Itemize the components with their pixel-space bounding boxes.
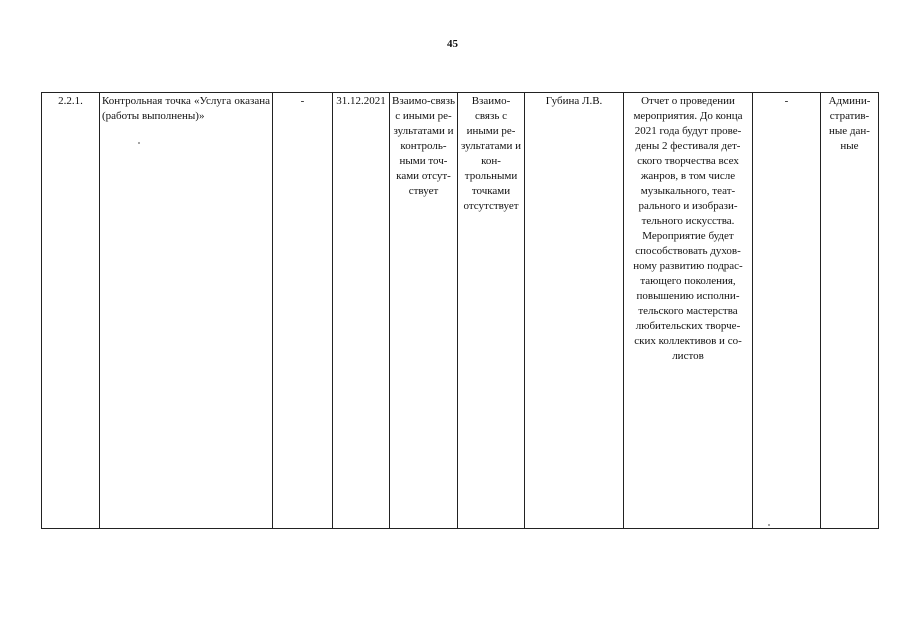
- table-row: [42, 93, 879, 529]
- link-results-cell: Взаимо-связь с иными ре-зультатами и контроль-ными точ-ками отсут-ствует: [390, 93, 458, 529]
- scan-speck: [138, 142, 140, 144]
- control-form-cell: -: [753, 93, 821, 529]
- end-date-cell: 31.12.2021: [333, 93, 390, 529]
- event-name-cell: Контрольная точка «Услуга оказана (работы выполнены)»: [100, 93, 273, 529]
- row-number-cell: 2.2.1.: [42, 93, 100, 529]
- plan-table: [41, 92, 879, 529]
- link-checkpoints-cell: Взаимо-связь с иными ре-зультатами и кон-трольными точками отсутствует: [458, 93, 525, 529]
- responsible-cell: Губина Л.В.: [525, 93, 624, 529]
- result-description-cell: Отчет о проведении мероприятия. До конца 2021 года будут прове-дены 2 фестиваля дет-ского творчества всех жанров, в том числе музыкального, теат-рального и изобрази-тельного искусства. Мероприятие будет способствовать духов-ному развитию подрас-тающего поколения, повышению исполни-тельского мастерства любительских творче-ских коллективов и со-листов: [624, 93, 753, 529]
- scan-speck: [768, 524, 770, 526]
- page-number: 45: [447, 38, 458, 50]
- data-source-cell: Админи-стратив-ные дан-ные: [821, 93, 879, 529]
- start-date-cell: -: [273, 93, 333, 529]
